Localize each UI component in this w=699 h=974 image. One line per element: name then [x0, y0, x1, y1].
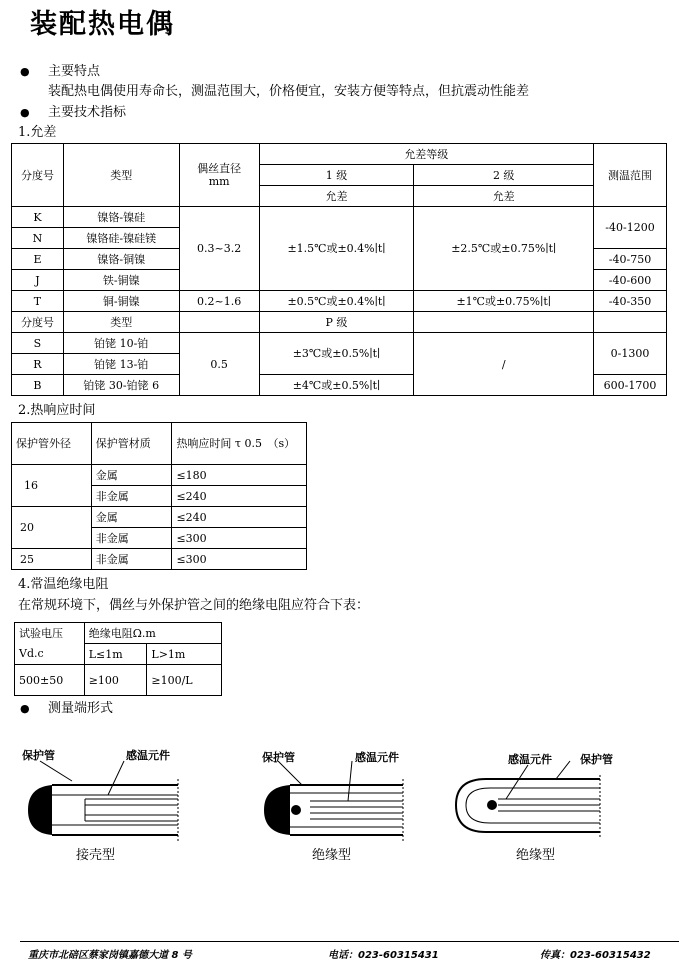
table-cell: ≤240: [172, 507, 307, 528]
specs-heading: 主要技术指标: [48, 105, 127, 120]
header-tolerance-2: 允差: [414, 186, 594, 207]
response-time-table: [11, 422, 307, 570]
header-material: 保护管材质: [91, 423, 172, 465]
table-cell: 镍铬-铜镍: [63, 249, 179, 270]
sensor-label: 感温元件: [355, 751, 399, 764]
table-cell: 类型: [63, 312, 179, 333]
table-cell: ≤180: [172, 465, 307, 486]
table-cell: ±1.5℃或±0.4%∣t∣: [259, 207, 414, 291]
table-cell: P 级: [259, 312, 414, 333]
header-length-2: L>1m: [147, 644, 222, 665]
sensor-label: 感温元件: [508, 753, 552, 766]
table-cell: -40-600: [594, 270, 667, 291]
table-cell: 镍铬-镍硅: [63, 207, 179, 228]
header-grade-1: 1 级: [259, 165, 414, 186]
bullet-icon: ●: [20, 65, 30, 78]
table-cell: 镍铬硅-镍硅镁: [63, 228, 179, 249]
header-outer-diameter: 保护管外径: [12, 423, 92, 465]
table-cell: 非金属: [91, 549, 172, 570]
header-range: 测温范围: [594, 144, 667, 207]
table-cell: 500±50: [15, 665, 85, 696]
tube-label: 保护管: [22, 749, 55, 762]
table-cell: 非金属: [91, 486, 172, 507]
table-cell: 铜-铜镍: [63, 291, 179, 312]
table-cell: 16: [12, 465, 92, 507]
table-cell: 铂铑 13-铂: [63, 354, 179, 375]
table-cell: E: [12, 249, 64, 270]
footer-phone: 电话：023-60315431: [328, 950, 439, 961]
section-1-title: 1.允差: [18, 125, 57, 140]
table-cell: S: [12, 333, 64, 354]
table-cell: ≥100: [84, 665, 147, 696]
table-cell: ≤300: [172, 528, 307, 549]
tube-label: 保护管: [580, 753, 613, 766]
table-cell: ±2.5℃或±0.75%∣t∣: [414, 207, 594, 291]
footer-fax: 传真：023-60315432: [540, 950, 651, 961]
section-2-title: 2.热响应时间: [18, 403, 96, 418]
bullet-icon: ●: [20, 702, 30, 715]
table-cell: B: [12, 375, 64, 396]
insulated-junction-diagram: [262, 750, 403, 863]
page-title: 装配热电偶: [30, 9, 175, 40]
table-cell: 0.3~3.2: [179, 207, 259, 291]
header-grade: 允差等级: [259, 144, 593, 165]
table-cell: ±1℃或±0.75%∣t∣: [414, 291, 594, 312]
diagram-3-label: 绝缘型: [516, 848, 556, 863]
header-tolerance-1: 允差: [259, 186, 414, 207]
section-4-description: 在常规环境下，偶丝与外保护管之间的绝缘电阻应符合下表：: [18, 598, 370, 613]
table-cell: 25: [12, 549, 92, 570]
table-cell: ≥100/L: [147, 665, 222, 696]
table-cell: [414, 312, 594, 333]
table-cell: [179, 312, 259, 333]
features-heading: 主要特点: [48, 64, 101, 79]
table-cell: 铁-铜镍: [63, 270, 179, 291]
section-4-title: 4.常温绝缘电阻: [18, 577, 109, 592]
insulated-junction-diagram-2: [456, 752, 613, 863]
measure-heading: 测量端形式: [48, 701, 114, 716]
insulation-table: [14, 622, 222, 696]
table-cell: 0-1300: [594, 333, 667, 375]
table-cell: ±0.5℃或±0.4%∣t∣: [259, 291, 414, 312]
diagram-1-label: 接壳型: [76, 848, 116, 863]
header-diameter: 偶丝直径 mm: [179, 144, 259, 207]
table-cell: ≤240: [172, 486, 307, 507]
table-cell: [594, 312, 667, 333]
table-cell: 0.2~1.6: [179, 291, 259, 312]
table-cell: -40-350: [594, 291, 667, 312]
features-text: 装配热电偶使用寿命长，测温范围大，价格便宜，安装方便等特点，但抗震动性能差: [48, 84, 530, 99]
table-cell: 铂铑 30-铂铑 6: [63, 375, 179, 396]
tube-label: 保护管: [262, 751, 295, 764]
table-cell: 0.5: [179, 333, 259, 396]
table-cell: 分度号: [12, 312, 64, 333]
header-resistance: 绝缘电阻Ω.m: [84, 623, 221, 644]
table-cell: -40-750: [594, 249, 667, 270]
header-response-time: 热响应时间 τ 0.5 （s）: [172, 423, 307, 465]
table-cell: J: [12, 270, 64, 291]
grounded-junction-diagram: [22, 748, 178, 863]
diagram-2-label: 绝缘型: [312, 848, 352, 863]
header-code: 分度号: [12, 144, 64, 207]
bullet-icon: ●: [20, 106, 30, 119]
table-cell: 600-1700: [594, 375, 667, 396]
table-cell: -40-1200: [594, 207, 667, 249]
tolerance-table: [11, 143, 667, 396]
header-type: 类型: [63, 144, 179, 207]
table-cell: R: [12, 354, 64, 375]
table-cell: 金属: [91, 507, 172, 528]
table-cell: 非金属: [91, 528, 172, 549]
table-cell: T: [12, 291, 64, 312]
table-cell: N: [12, 228, 64, 249]
table-cell: K: [12, 207, 64, 228]
table-cell: ±3℃或±0.5%∣t∣: [259, 333, 414, 375]
header-voltage: 试验电压: [15, 623, 85, 644]
table-cell: 铂铑 10-铂: [63, 333, 179, 354]
table-cell: ≤300: [172, 549, 307, 570]
footer-address: 重庆市北碚区蔡家岗镇嘉德大道 8 号: [28, 950, 192, 961]
sensor-label: 感温元件: [126, 749, 170, 762]
header-grade-2: 2 级: [414, 165, 594, 186]
table-cell: 金属: [91, 465, 172, 486]
table-cell: ±4℃或±0.5%∣t∣: [259, 375, 414, 396]
header-voltage-unit: Vd.c: [15, 644, 85, 665]
header-length-1: L≤1m: [84, 644, 147, 665]
table-cell: /: [414, 333, 594, 396]
footer-divider: [20, 941, 679, 942]
junction-diagrams: [0, 735, 699, 870]
table-cell: 20: [12, 507, 92, 549]
